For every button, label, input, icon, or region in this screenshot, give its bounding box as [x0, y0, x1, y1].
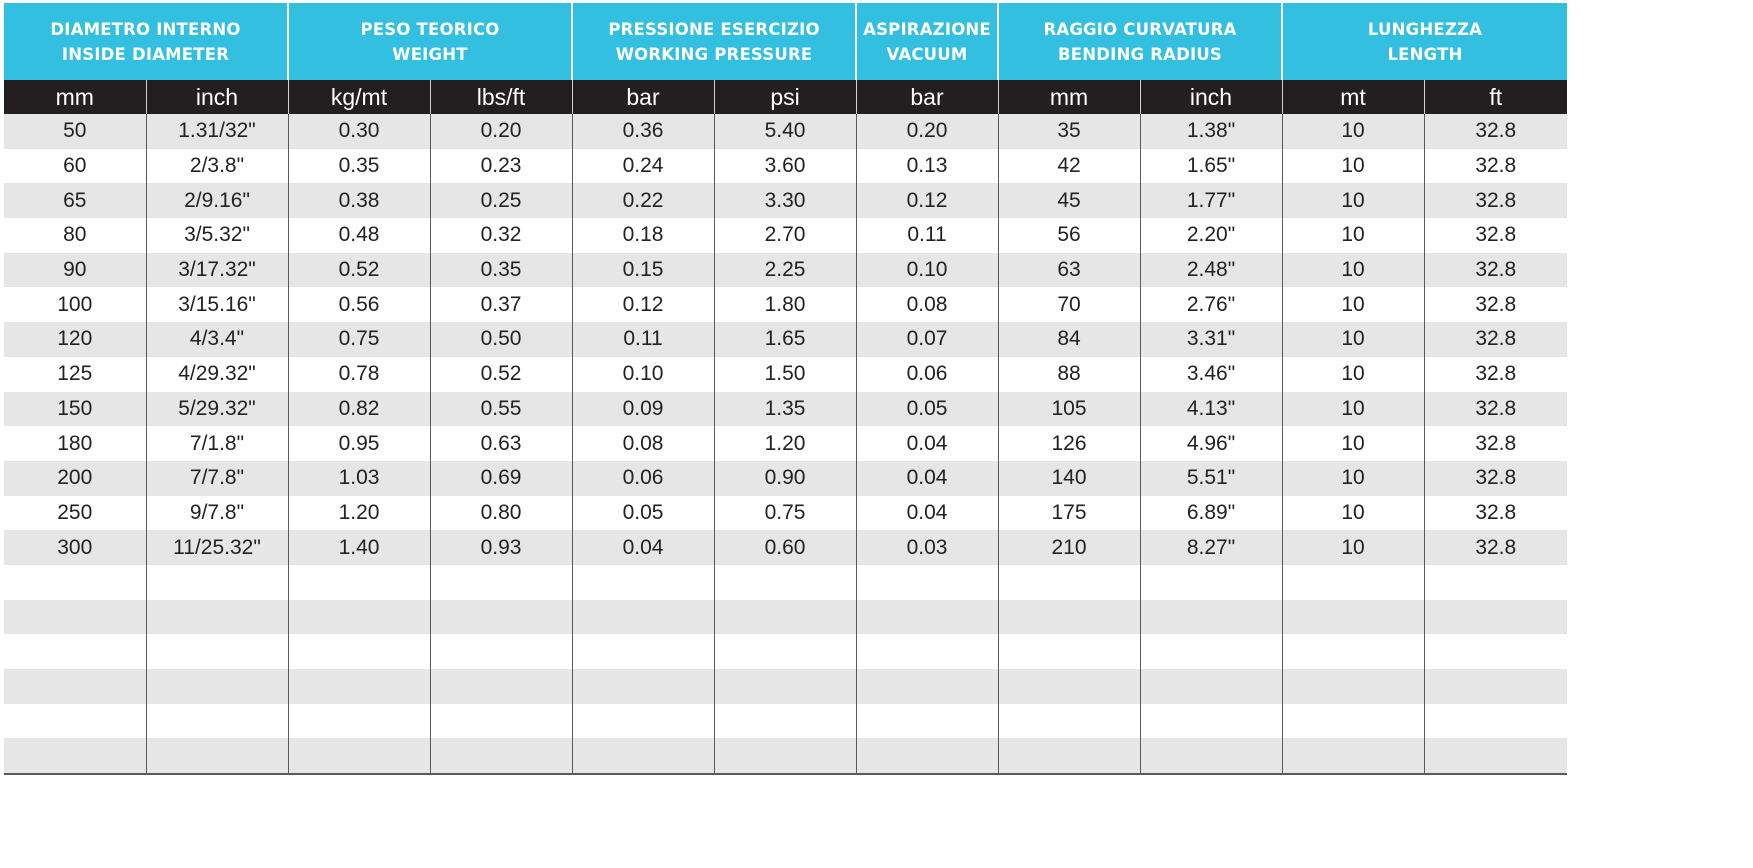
- table-cell: 126: [998, 426, 1140, 461]
- table-cell: 32.8: [1424, 496, 1567, 531]
- table-cell: 120: [4, 322, 146, 357]
- table-cell: [4, 704, 146, 739]
- table-cell: [1424, 738, 1567, 773]
- table-cell: 0.35: [288, 149, 430, 184]
- table-cell: 10: [1282, 530, 1424, 565]
- table-cell: 2.25: [714, 253, 856, 288]
- unit-header-kg-mt: kg/mt: [288, 80, 430, 114]
- table-cell: 32.8: [1424, 392, 1567, 427]
- group-header-label-it: DIAMETRO INTERNO: [50, 19, 241, 39]
- unit-header-lbs-ft: lbs/ft: [430, 80, 572, 114]
- table-cell: [1424, 669, 1567, 704]
- table-cell: 0.75: [288, 322, 430, 357]
- table-cell: 0.52: [430, 357, 572, 392]
- table-row: [4, 149, 1567, 184]
- table-cell: [998, 738, 1140, 773]
- table-cell: [4, 600, 146, 635]
- table-row: [4, 253, 1567, 288]
- table-cell: 150: [4, 392, 146, 427]
- table-cell: 0.06: [856, 357, 998, 392]
- table-cell: [1424, 565, 1567, 600]
- table-cell: 0.12: [572, 287, 714, 322]
- table-cell: 50: [4, 114, 146, 149]
- table-cell: 0.30: [288, 114, 430, 149]
- table-cell: 10: [1282, 253, 1424, 288]
- table-cell: [146, 738, 288, 773]
- table-cell: 0.75: [714, 496, 856, 531]
- table-cell: 32.8: [1424, 357, 1567, 392]
- table-cell: 0.80: [430, 496, 572, 531]
- table-cell: 32.8: [1424, 322, 1567, 357]
- table-cell: 3/17.32": [146, 253, 288, 288]
- table-cell: [714, 634, 856, 669]
- table-cell: 0.23: [430, 149, 572, 184]
- table-cell: 2.70: [714, 218, 856, 253]
- table-cell: 2.48": [1140, 253, 1282, 288]
- table-cell: [856, 704, 998, 739]
- table-cell: 4/3.4": [146, 322, 288, 357]
- table-cell: [856, 669, 998, 704]
- table-cell: [1282, 704, 1424, 739]
- table-cell: 0.55: [430, 392, 572, 427]
- table-cell: 200: [4, 461, 146, 496]
- table-cell: 4.13": [1140, 392, 1282, 427]
- table-cell: 0.22: [572, 183, 714, 218]
- table-cell: [4, 669, 146, 704]
- table-cell: [856, 738, 998, 773]
- group-header-label-en: INSIDE DIAMETER: [61, 44, 230, 64]
- table-cell: 8.27": [1140, 530, 1282, 565]
- table-cell: [288, 704, 430, 739]
- group-header-label-en: VACUUM: [886, 44, 968, 64]
- table-cell: 32.8: [1424, 149, 1567, 184]
- table-cell: 10: [1282, 287, 1424, 322]
- table-cell: [146, 704, 288, 739]
- table-cell: [1424, 600, 1567, 635]
- table-cell: 5.40: [714, 114, 856, 149]
- table-row: [4, 634, 1567, 669]
- table-cell: 70: [998, 287, 1140, 322]
- table-cell: 105: [998, 392, 1140, 427]
- table-cell: 2/3.8": [146, 149, 288, 184]
- table-cell: [714, 669, 856, 704]
- table-cell: [430, 704, 572, 739]
- table-cell: [288, 669, 430, 704]
- table-cell: 3.46": [1140, 357, 1282, 392]
- table-cell: [1282, 565, 1424, 600]
- table-cell: 0.04: [856, 426, 998, 461]
- table-cell: [572, 600, 714, 635]
- table-body: [4, 114, 1567, 773]
- table-cell: 0.11: [572, 322, 714, 357]
- unit-header-row: [4, 80, 1567, 114]
- table-cell: [714, 600, 856, 635]
- table-cell: 4.96": [1140, 426, 1282, 461]
- table-cell: 10: [1282, 426, 1424, 461]
- table-row: [4, 530, 1567, 565]
- table-cell: [288, 600, 430, 635]
- table-cell: 63: [998, 253, 1140, 288]
- unit-header-ft: ft: [1424, 80, 1567, 114]
- table-row: [4, 669, 1567, 704]
- table-cell: 65: [4, 183, 146, 218]
- table-cell: [1282, 738, 1424, 773]
- table-cell: 0.25: [430, 183, 572, 218]
- table-cell: [1424, 704, 1567, 739]
- table-cell: [572, 738, 714, 773]
- table-bottom-rule: [4, 773, 1567, 775]
- table-cell: [288, 565, 430, 600]
- table-row: [4, 114, 1567, 149]
- table-cell: 10: [1282, 183, 1424, 218]
- group-header-label-it: ASPIRAZIONE: [863, 19, 991, 39]
- table-cell: 10: [1282, 218, 1424, 253]
- table-cell: 175: [998, 496, 1140, 531]
- table-row: [4, 461, 1567, 496]
- table-cell: 0.12: [856, 183, 998, 218]
- table-cell: [430, 600, 572, 635]
- table-cell: [430, 738, 572, 773]
- table-cell: 1.40: [288, 530, 430, 565]
- table-cell: 32.8: [1424, 461, 1567, 496]
- table-cell: 1.03: [288, 461, 430, 496]
- table-cell: 0.32: [430, 218, 572, 253]
- table-cell: [1282, 600, 1424, 635]
- table-cell: [146, 669, 288, 704]
- table-cell: [1140, 738, 1282, 773]
- table-cell: [572, 669, 714, 704]
- table-cell: [998, 600, 1140, 635]
- group-header-bending-radius: [998, 3, 1282, 80]
- table-cell: 3/5.32": [146, 218, 288, 253]
- table-cell: 0.10: [856, 253, 998, 288]
- table-cell: [146, 565, 288, 600]
- table-cell: 3.30: [714, 183, 856, 218]
- table-row: [4, 322, 1567, 357]
- table-cell: 32.8: [1424, 426, 1567, 461]
- table-cell: [998, 669, 1140, 704]
- table-cell: 84: [998, 322, 1140, 357]
- group-header-label-it: LUNGHEZZA: [1367, 19, 1483, 39]
- table-cell: 0.69: [430, 461, 572, 496]
- table-cell: 1.31/32": [146, 114, 288, 149]
- table-cell: 32.8: [1424, 253, 1567, 288]
- table-cell: 0.63: [430, 426, 572, 461]
- table-cell: 0.06: [572, 461, 714, 496]
- table-cell: 0.56: [288, 287, 430, 322]
- table-row: [4, 738, 1567, 773]
- table-cell: 5/29.32": [146, 392, 288, 427]
- table-cell: 3.31": [1140, 322, 1282, 357]
- table-cell: [714, 738, 856, 773]
- table-cell: [288, 738, 430, 773]
- table-cell: 0.60: [714, 530, 856, 565]
- unit-header-radius-inch: inch: [1140, 80, 1282, 114]
- table-cell: 0.50: [430, 322, 572, 357]
- table-cell: 56: [998, 218, 1140, 253]
- table-cell: 10: [1282, 461, 1424, 496]
- table-cell: [572, 634, 714, 669]
- unit-header-vacuum-bar: bar: [856, 80, 998, 114]
- unit-header-psi: psi: [714, 80, 856, 114]
- table-cell: [572, 565, 714, 600]
- table-cell: 250: [4, 496, 146, 531]
- table-cell: 10: [1282, 149, 1424, 184]
- table-cell: [430, 669, 572, 704]
- table-cell: [998, 634, 1140, 669]
- group-header-label-en: BENDING RADIUS: [1058, 44, 1222, 64]
- table-cell: 80: [4, 218, 146, 253]
- table-cell: 0.82: [288, 392, 430, 427]
- group-header-label-en: LENGTH: [1387, 44, 1463, 64]
- table-cell: [1140, 704, 1282, 739]
- table-cell: 0.04: [856, 461, 998, 496]
- table-cell: 0.20: [430, 114, 572, 149]
- table-cell: [572, 704, 714, 739]
- table-cell: [1424, 634, 1567, 669]
- table-cell: 0.08: [856, 287, 998, 322]
- table-cell: [856, 634, 998, 669]
- table-cell: [714, 704, 856, 739]
- table-cell: 32.8: [1424, 530, 1567, 565]
- table-cell: 2/9.16": [146, 183, 288, 218]
- table-cell: 0.03: [856, 530, 998, 565]
- table-cell: 4/29.32": [146, 357, 288, 392]
- table-cell: 3/15.16": [146, 287, 288, 322]
- table-cell: 1.77": [1140, 183, 1282, 218]
- table-cell: 0.04: [572, 530, 714, 565]
- table-cell: [4, 634, 146, 669]
- table-cell: 1.20: [714, 426, 856, 461]
- table-cell: 1.50: [714, 357, 856, 392]
- table-cell: 210: [998, 530, 1140, 565]
- unit-header-radius-mm: mm: [998, 80, 1140, 114]
- table-row: [4, 704, 1567, 739]
- table-cell: 0.35: [430, 253, 572, 288]
- table-cell: 10: [1282, 496, 1424, 531]
- table-cell: 0.90: [714, 461, 856, 496]
- table-cell: 0.18: [572, 218, 714, 253]
- table-cell: [856, 600, 998, 635]
- table-cell: 100: [4, 287, 146, 322]
- group-header-length: [1282, 3, 1567, 80]
- table-cell: 0.05: [572, 496, 714, 531]
- table-cell: 7/7.8": [146, 461, 288, 496]
- table-cell: 0.24: [572, 149, 714, 184]
- table-cell: 9/7.8": [146, 496, 288, 531]
- table-row: [4, 426, 1567, 461]
- table-row: [4, 218, 1567, 253]
- table-cell: 0.07: [856, 322, 998, 357]
- table-cell: [146, 600, 288, 635]
- unit-header-inch: inch: [146, 80, 288, 114]
- table-cell: 1.35: [714, 392, 856, 427]
- table-cell: 32.8: [1424, 114, 1567, 149]
- table-cell: [4, 565, 146, 600]
- hose-spec-table: [4, 3, 1567, 773]
- table-cell: 1.80: [714, 287, 856, 322]
- spec-table-container: [4, 3, 1567, 773]
- table-cell: 0.13: [856, 149, 998, 184]
- table-cell: 0.52: [288, 253, 430, 288]
- table-cell: 42: [998, 149, 1140, 184]
- table-cell: 0.10: [572, 357, 714, 392]
- table-row: [4, 496, 1567, 531]
- table-cell: 0.04: [856, 496, 998, 531]
- table-cell: 10: [1282, 357, 1424, 392]
- table-cell: 32.8: [1424, 287, 1567, 322]
- table-cell: [1140, 669, 1282, 704]
- table-cell: [1282, 669, 1424, 704]
- table-cell: 1.20: [288, 496, 430, 531]
- group-header-vacuum: [856, 3, 998, 80]
- group-header-row: [4, 3, 1567, 80]
- table-cell: 45: [998, 183, 1140, 218]
- table-cell: [1140, 600, 1282, 635]
- table-cell: 10: [1282, 392, 1424, 427]
- table-cell: 1.38": [1140, 114, 1282, 149]
- table-cell: [430, 565, 572, 600]
- table-row: [4, 183, 1567, 218]
- group-header-label-it: PRESSIONE ESERCIZIO: [608, 19, 820, 39]
- table-cell: 0.48: [288, 218, 430, 253]
- table-cell: 0.78: [288, 357, 430, 392]
- table-cell: 6.89": [1140, 496, 1282, 531]
- table-cell: 0.15: [572, 253, 714, 288]
- group-header-label-it: PESO TEORICO: [360, 19, 500, 39]
- table-cell: [714, 565, 856, 600]
- table-row: [4, 392, 1567, 427]
- table-cell: 0.36: [572, 114, 714, 149]
- table-cell: 300: [4, 530, 146, 565]
- table-cell: 0.09: [572, 392, 714, 427]
- table-cell: 32.8: [1424, 218, 1567, 253]
- table-cell: 90: [4, 253, 146, 288]
- table-cell: 0.95: [288, 426, 430, 461]
- table-row: [4, 565, 1567, 600]
- table-cell: [856, 565, 998, 600]
- table-cell: 5.51": [1140, 461, 1282, 496]
- table-cell: 180: [4, 426, 146, 461]
- table-cell: 140: [998, 461, 1140, 496]
- table-cell: 10: [1282, 322, 1424, 357]
- table-cell: 7/1.8": [146, 426, 288, 461]
- table-cell: 0.05: [856, 392, 998, 427]
- table-cell: 0.08: [572, 426, 714, 461]
- group-header-label-it: RAGGIO CURVATURA: [1043, 19, 1237, 39]
- table-cell: [1282, 634, 1424, 669]
- group-header-label-en: WEIGHT: [392, 44, 468, 64]
- table-cell: 88: [998, 357, 1140, 392]
- table-cell: 60: [4, 149, 146, 184]
- table-cell: 0.38: [288, 183, 430, 218]
- table-cell: [998, 704, 1140, 739]
- table-cell: [1140, 565, 1282, 600]
- table-cell: 2.20": [1140, 218, 1282, 253]
- unit-header-mt: mt: [1282, 80, 1424, 114]
- table-cell: 125: [4, 357, 146, 392]
- group-header-working-pressure: [572, 3, 856, 80]
- table-cell: 0.93: [430, 530, 572, 565]
- group-header-inside-diameter: [4, 3, 288, 80]
- table-cell: 0.37: [430, 287, 572, 322]
- table-cell: 1.65": [1140, 149, 1282, 184]
- table-cell: [288, 634, 430, 669]
- table-cell: 1.65: [714, 322, 856, 357]
- group-header-label-en: WORKING PRESSURE: [615, 44, 813, 64]
- table-cell: 35: [998, 114, 1140, 149]
- table-cell: 11/25.32": [146, 530, 288, 565]
- table-cell: 32.8: [1424, 183, 1567, 218]
- table-cell: [4, 738, 146, 773]
- table-row: [4, 357, 1567, 392]
- unit-header-mm: mm: [4, 80, 146, 114]
- table-cell: [146, 634, 288, 669]
- table-cell: [430, 634, 572, 669]
- table-cell: 0.11: [856, 218, 998, 253]
- table-cell: 0.20: [856, 114, 998, 149]
- table-cell: [1140, 634, 1282, 669]
- table-row: [4, 287, 1567, 322]
- group-header-weight: [288, 3, 572, 80]
- table-row: [4, 600, 1567, 635]
- table-cell: 3.60: [714, 149, 856, 184]
- unit-header-bar: bar: [572, 80, 714, 114]
- table-cell: 2.76": [1140, 287, 1282, 322]
- table-cell: 10: [1282, 114, 1424, 149]
- table-cell: [998, 565, 1140, 600]
